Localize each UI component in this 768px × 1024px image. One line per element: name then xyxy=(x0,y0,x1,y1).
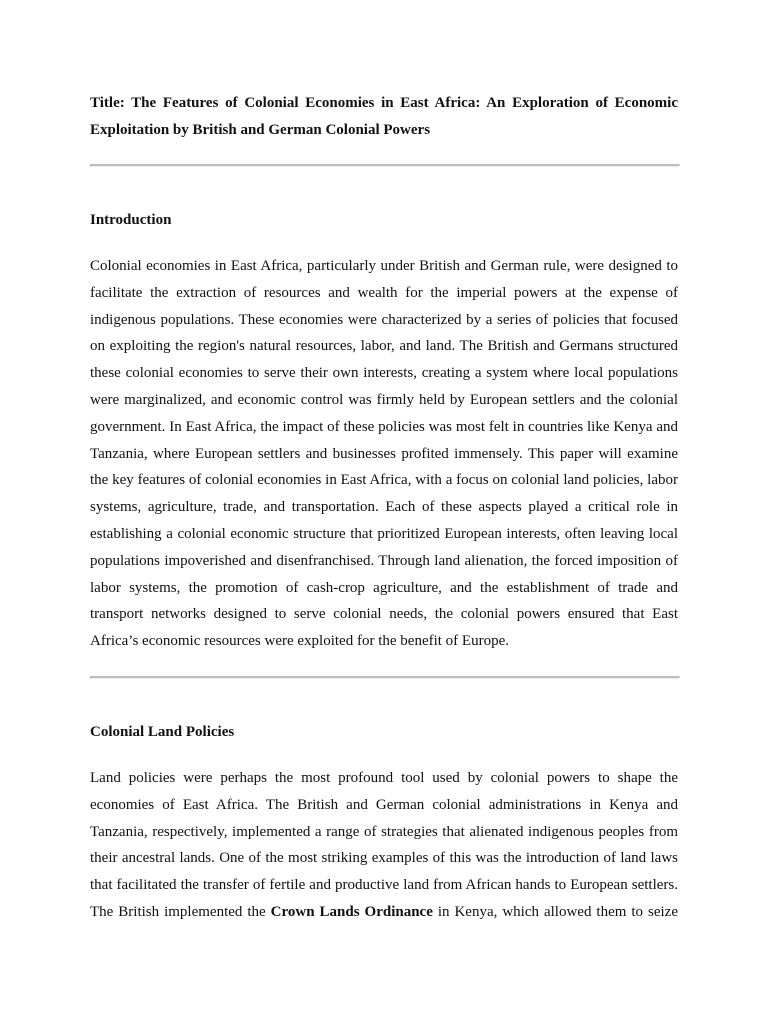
crown-lands-ordinance-term: Crown Lands Ordinance xyxy=(270,903,433,920)
land-policies-paragraph xyxy=(90,765,678,926)
paragraph-text: in Kenya, which allowed them to seize xyxy=(432,903,678,920)
paragraph-text: Land policies were perhaps the most profound tool used by colonial powers to shape the economies of East Africa. The British and German colonial administrations in Kenya and Tanzania, respectively, implemented a range of strategies that alienated indigenous peoples from their ancestral lands. One of the most striking examples of this was the introduction of land laws that facilitated the transfer of fertile and productive land from African hands to European settlers. The British implemented the xyxy=(90,770,678,920)
section-divider xyxy=(90,676,680,679)
section-divider xyxy=(90,164,680,167)
section-heading-land-policies: Colonial Land Policies xyxy=(90,724,235,740)
document-title: Title: The Features of Colonial Economies in East Africa: An Exploration of Economic Exploitation by British and German Colonial Powers xyxy=(90,95,678,138)
introduction-paragraph: Colonial economies in East Africa, particularly under British and German rule, were designed to facilitate the extraction of resources and wealth for the imperial powers at the expense of indigenous populations. These economies were characterized by a series of policies that focused on exploiting the region's natural resources, labor, and land. The British and Germans structured these colonial economies to serve their own interests, creating a system where local populations were marginalized, and economic control was firmly held by European settlers and the colonial government. In East Africa, the impact of these policies was most felt in countries like Kenya and Tanzania, where European settlers and businesses profited immensely. This paper will examine the key features of colonial economies in East Africa, with a focus on colonial land policies, labor systems, agriculture, trade, and transportation. Each of these aspects played a critical role in establishing a colonial economic structure that prioritized European interests, often leaving local populations impoverished and disenfranchised. Through land alienation, the forced imposition of labor systems, the promotion of cash-crop agriculture, and the establishment of trade and transport networks designed to serve colonial needs, the colonial powers ensured that East Africa’s economic resources were exploited for the benefit of Europe. xyxy=(90,258,678,650)
section-heading-introduction: Introduction xyxy=(90,212,172,228)
